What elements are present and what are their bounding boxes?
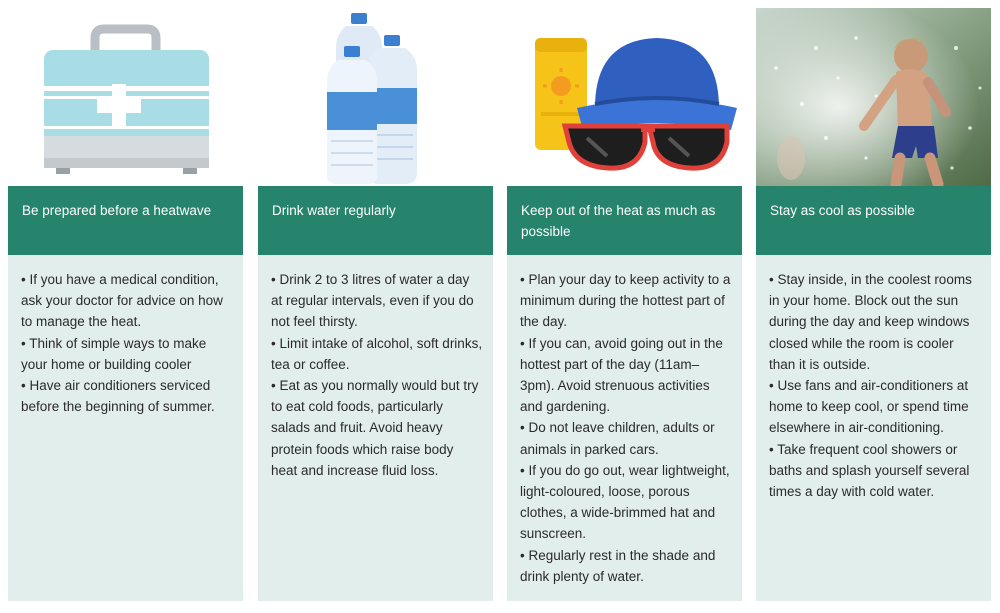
column-title: Drink water regularly — [258, 186, 493, 255]
water-bottles-icon — [258, 8, 493, 186]
bullet-item: • Regularly rest in the shade and drink plenty of water. — [520, 547, 716, 584]
column-keep-out-of-heat — [507, 0, 742, 613]
bullet-item: • Do not leave children, adults or animals in parked cars. — [520, 420, 715, 457]
column-body — [258, 255, 493, 601]
column-body — [8, 255, 243, 601]
bullet-item: • If you do go out, wear lightweight, light-coloured, loose, porous clothes, a wide-brimmed hat and sunscreen. — [520, 462, 730, 542]
bullet-item: • Think of simple ways to make your home or building cooler — [21, 335, 207, 372]
column-title: Be prepared before a heatwave — [8, 186, 243, 255]
column-stay-cool — [756, 0, 991, 613]
column-title: Keep out of the heat as much as possible — [507, 186, 742, 255]
column-drink-water — [258, 0, 493, 613]
bullet-item: • Take frequent cool showers or baths and splash yourself several times a day with cold water. — [769, 441, 970, 500]
bullet-item: • Stay inside, in the coolest rooms in your home. Block out the sun during the day and keep windows closed while the room is cooler than it is outside. — [769, 272, 972, 372]
bullet-item: • Plan your day to keep activity to a minimum during the hottest part of the day. — [520, 272, 731, 330]
bullet-item: • Have air conditioners serviced before the beginning of summer. — [21, 378, 215, 415]
bullet-item: • If you can, avoid going out in the hottest part of the day (11am–3pm). Avoid strenuous activities and gardening. — [520, 335, 723, 415]
column-be-prepared — [8, 0, 243, 613]
column-body — [507, 255, 742, 601]
bullet-item: • Use fans and air-conditioners at home to keep cool, or spend time elsewhere in air-conditioning. — [769, 378, 969, 436]
column-body — [756, 255, 991, 601]
bullet-item: • Limit intake of alcohol, soft drinks, tea or coffee. — [271, 335, 483, 372]
bullet-item: • Drink 2 to 3 litres of water a day at regular intervals, even if you do not feel thirsty. — [271, 272, 474, 330]
child-water-spray-photo — [756, 8, 991, 186]
sun-protection-icon — [507, 8, 742, 186]
column-title: Stay as cool as possible — [756, 186, 991, 255]
bullet-item: • Eat as you normally would but try to eat cold foods, particularly salads and fruit. Avoid heavy protein foods which raise body heat and increase fluid loss. — [271, 378, 479, 478]
first-aid-kit-icon — [8, 8, 243, 186]
bullet-item: • If you have a medical condition, ask your doctor for advice on how to manage the heat. — [21, 272, 223, 330]
